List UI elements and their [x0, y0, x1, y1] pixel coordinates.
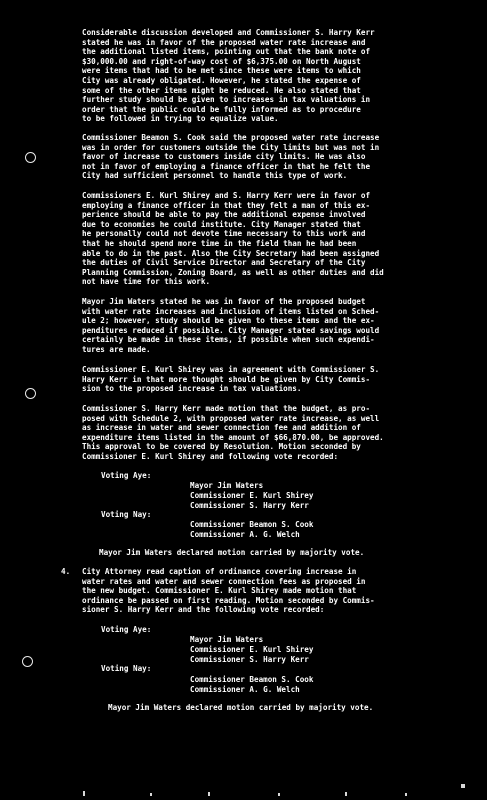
paragraph-mayor-statement: Mayor Jim Waters stated he was in favor of the proposed budget with water rate increases and inclusion of items listed on Sched- ule 2; however, study should be given to these items and the ex- penditures reduced if possible. City Manager stated savings would certainly be made in these items, if possible when such expendi- tures are made.	[82, 297, 380, 354]
paragraph-cook-statement: Commissioner Beamon S. Cook said the proposed water rate increase was in order for customers outside the City limits but was not in favor of increase to customers inside city limits. He was also not in favor of employing a finance officer in that he felt the City had sufficient personnel to handle this type of work.	[82, 133, 380, 181]
paragraph-shirey-agreement: Commissioner E. Kurl Shirey was in agreement with Commissioner S. Harry Kerr in that more thought should be given by City Commis- sion to the proposed increase in tax valuations.	[82, 365, 380, 394]
punch-hole-bottom	[22, 656, 33, 667]
scan-speck	[345, 792, 347, 796]
vote2-aye-label: Voting Aye:	[101, 625, 152, 634]
scan-speck	[461, 784, 465, 788]
vote1-nay-name: Commissioner A. G. Welch	[190, 530, 300, 539]
vote2-nay-name: Commissioner Beamon S. Cook	[190, 675, 314, 684]
paragraph-kerr-water-rate: Considerable discussion developed and Commissioner S. Harry Kerr stated he was in favor of the proposed water rate increase and the additional listed items, pointing out that the bank note of $30,000.00 and right-of-way cost of $6,375.00 on North August were items that had to be met since these were items to which City was already obligated. However, he stated the expense of some of the other items might be reduced. He also stated that further study should be given to increases in tax valuations in order that the public could be fully informed as to procedure to be followed in trying to equalize value.	[82, 28, 375, 124]
vote2-aye-name: Commissioner E. Kurl Shirey	[190, 645, 314, 654]
scan-speck	[278, 793, 280, 796]
paragraph-ordinance-reading: City Attorney read caption of ordinance covering increase in water rates and water and sewer connection fees as proposed in the new budget. Commissioner E. Kurl Shirey made motion that ordinance be passed on first reading. Motion seconded by Commis- sioner S. Harry Kerr and the following vote recorded:	[82, 567, 375, 615]
vote1-aye-name: Commissioner S. Harry Kerr	[190, 501, 309, 510]
vote2-nay-name: Commissioner A. G. Welch	[190, 685, 300, 694]
paragraph-finance-officer: Commissioners E. Kurl Shirey and S. Harry Kerr were in favor of employing a finance officer in that they felt a man of this ex- perience should be able to pay the additional expense involved due to economies he could institute. City Manager stated that he personally could not devote time necessary to this work and that he should spend more time in the field than he had been able to do in the past. Also the City Secretary had been assigned the duties of Civil Service Director and Secretary of the City Planning Commission, Zoning Board, as well as other duties and did not have time for this work.	[82, 191, 384, 287]
scan-speck	[405, 793, 407, 796]
scan-speck	[208, 792, 210, 796]
paragraph-motion-carried-1: Mayor Jim Waters declared motion carried by majority vote.	[99, 548, 365, 557]
paragraph-budget-motion: Commissioner S. Harry Kerr made motion that the budget, as pro- posed with Schedule 2, with proposed water rate increase, as well as increase in water and sewer connection fee and addition of expenditure items listed in the amount of $66,870.00, be approved. This approval to be covered by Resolution. Motion seconded by Commissioner E. Kurl Shirey and following vote recorded:	[82, 404, 384, 461]
vote1-nay-name: Commissioner Beamon S. Cook	[190, 520, 314, 529]
paragraph-motion-carried-2: Mayor Jim Waters declared motion carried by majority vote.	[108, 703, 374, 712]
vote1-nay-label: Voting Nay:	[101, 510, 152, 519]
vote2-aye-name: Mayor Jim Waters	[190, 635, 264, 644]
scan-speck	[83, 791, 85, 796]
punch-hole-middle	[25, 388, 36, 399]
vote2-aye-name: Commissioner S. Harry Kerr	[190, 655, 309, 664]
punch-hole-top	[25, 152, 36, 163]
vote1-aye-name: Mayor Jim Waters	[190, 481, 264, 490]
item-number: 4.	[61, 567, 71, 576]
vote1-aye-name: Commissioner E. Kurl Shirey	[190, 491, 314, 500]
vote2-nay-label: Voting Nay:	[101, 664, 152, 673]
vote1-aye-label: Voting Aye:	[101, 471, 152, 480]
scan-speck	[150, 793, 152, 796]
